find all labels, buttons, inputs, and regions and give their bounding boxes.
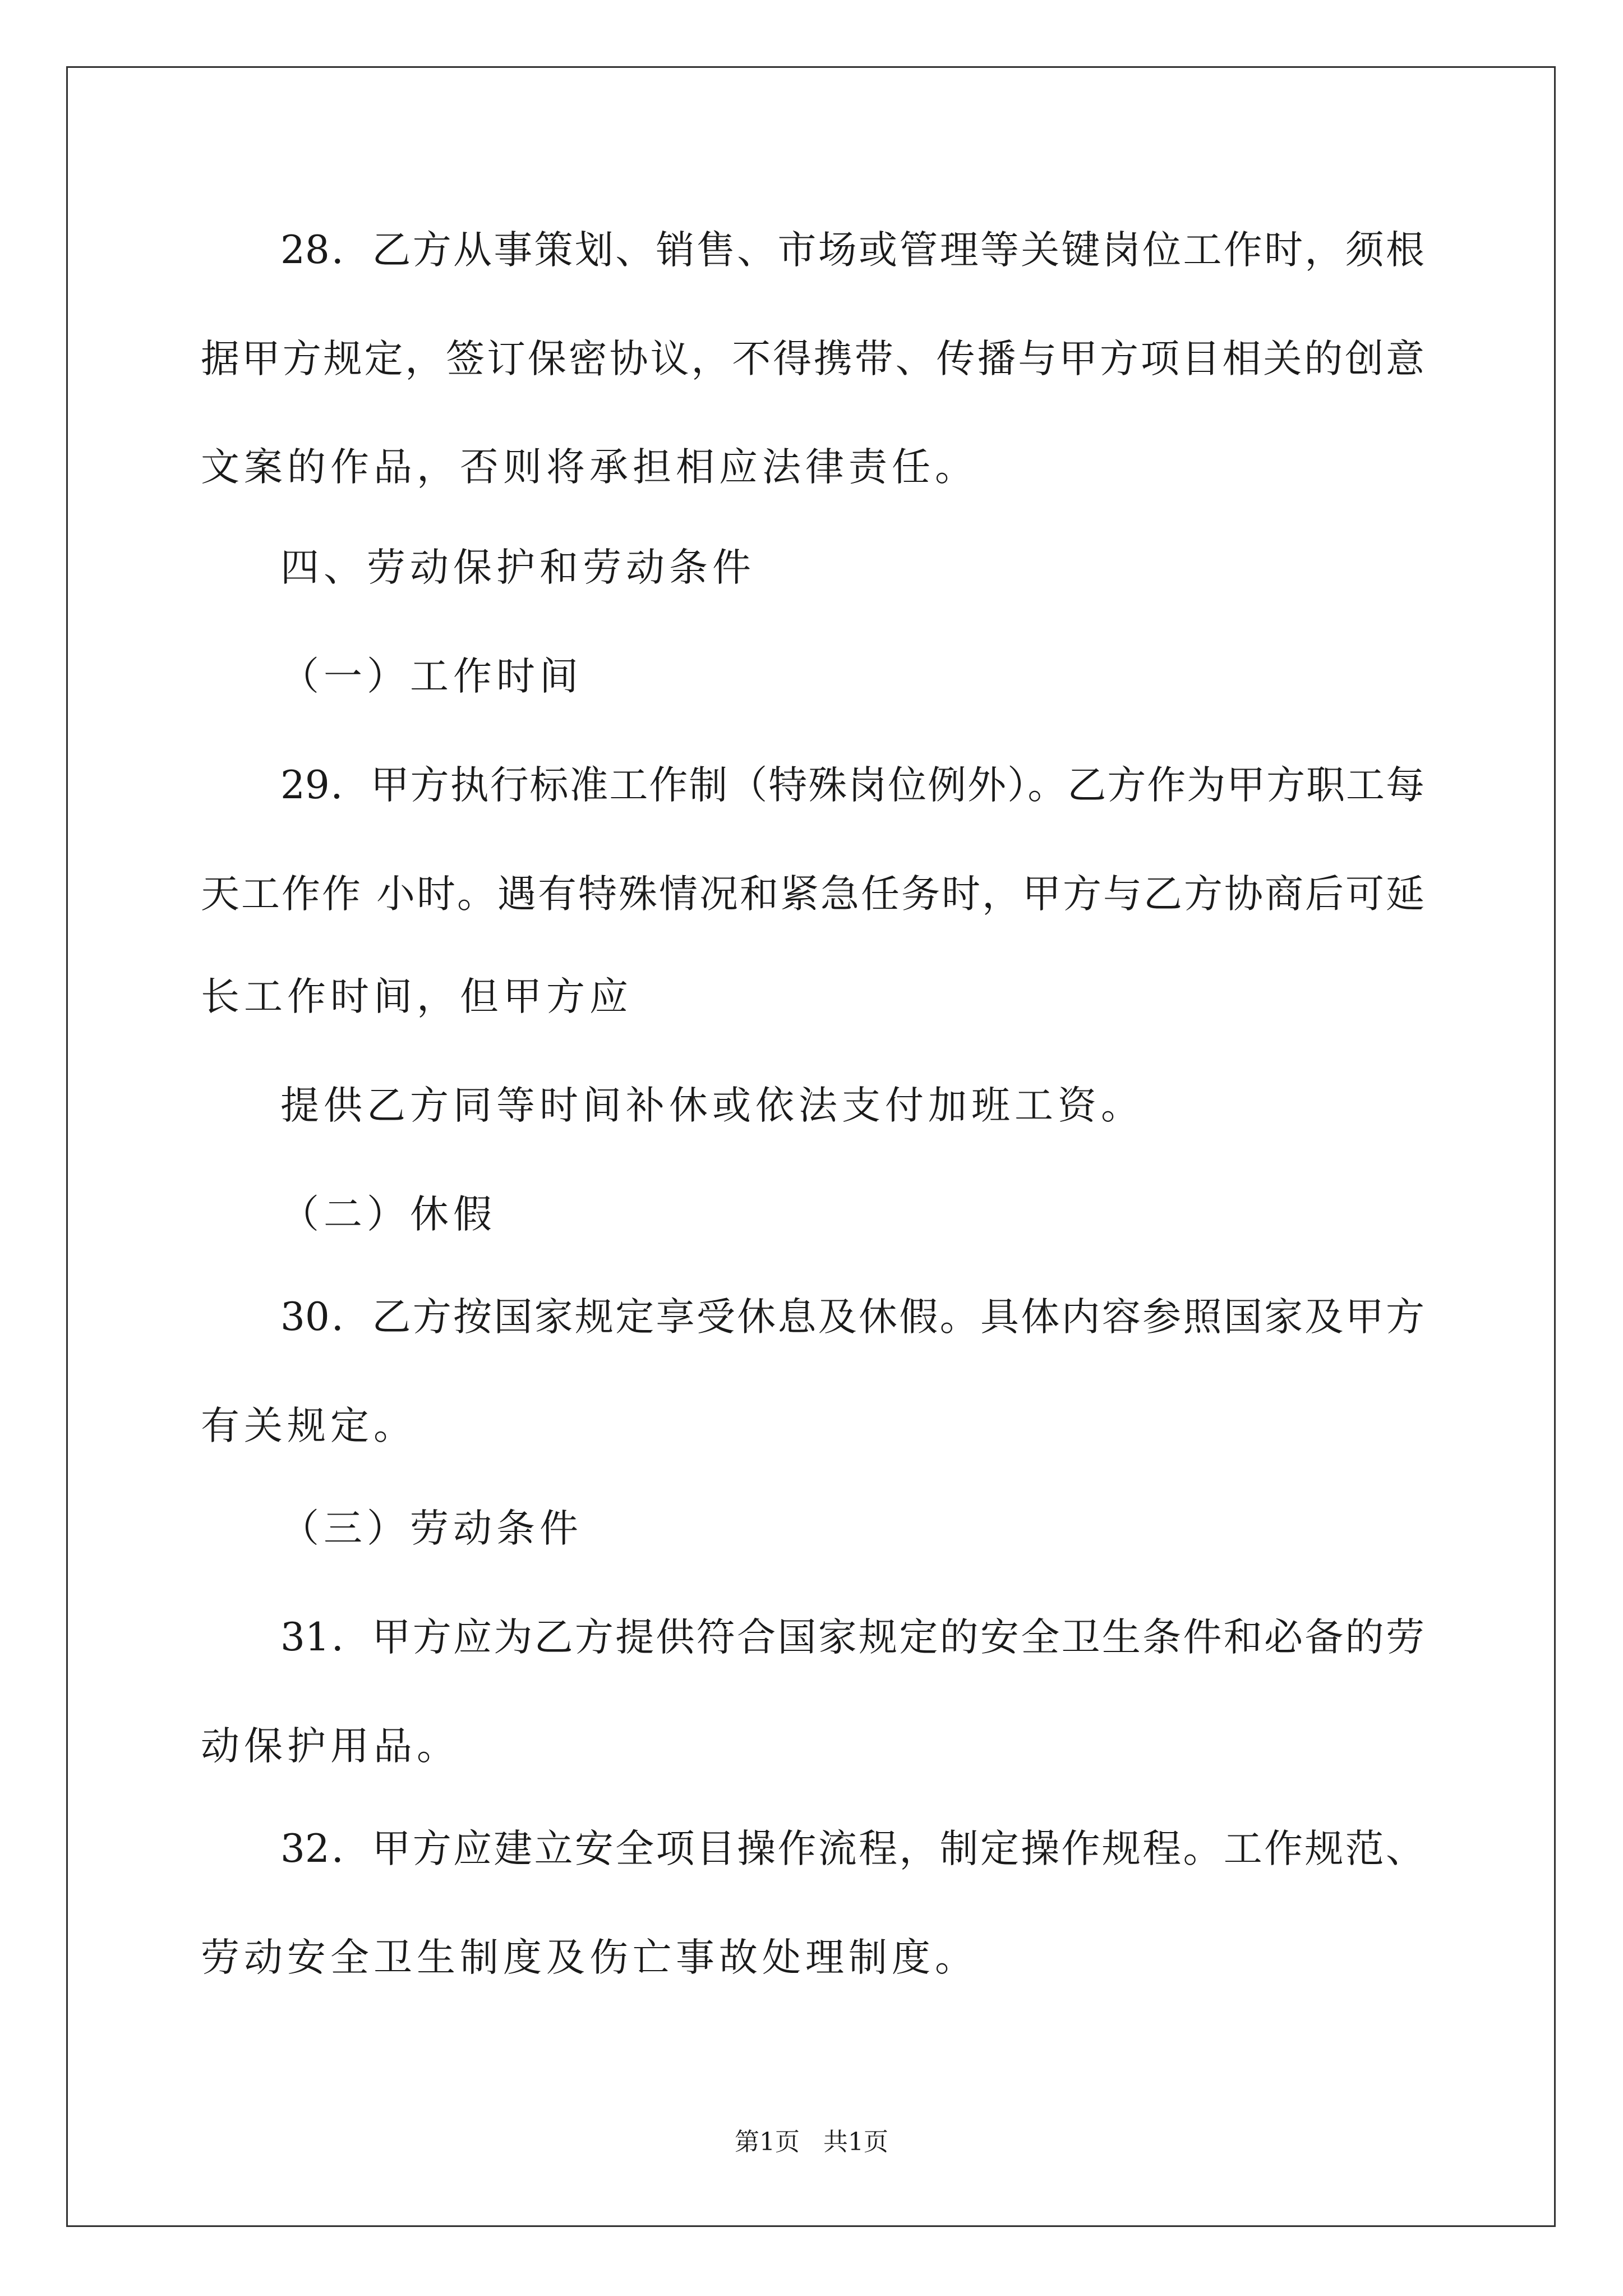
paragraph-32-line-2: 劳动安全卫生制度及伤亡事故处理制度。 [201, 1935, 978, 1980]
paragraph-29-line-3: 长工作时间，但甲方应 [201, 974, 633, 1019]
paragraph-30-line-2: 有关规定。 [201, 1404, 417, 1448]
paragraph-30-line-1: 30．乙方按国家规定享受休息及休假。具体内容参照国家及甲方 [280, 1295, 1424, 1340]
subheading-labor-conditions: （三）劳动条件 [280, 1506, 583, 1551]
paragraph-31-line-2: 动保护用品。 [201, 1724, 460, 1769]
subheading-vacation: （二）休假 [280, 1192, 496, 1237]
paragraph-29-line-4: 提供乙方同等时间补休或依法支付加班工资。 [280, 1083, 1144, 1128]
section-heading-4: 四、劳动保护和劳动条件 [280, 545, 755, 590]
paragraph-29-line-1: 29．甲方执行标准工作制（特殊岗位例外）。乙方作为甲方职工每 [280, 763, 1424, 808]
subheading-working-hours: （一）工作时间 [280, 654, 583, 699]
page-border [66, 66, 1556, 2227]
paragraph-32-line-1: 32．甲方应建立安全项目操作流程，制定操作规程。工作规范、 [280, 1826, 1424, 1871]
paragraph-31-line-1: 31．甲方应为乙方提供符合国家规定的安全卫生条件和必备的劳 [280, 1615, 1424, 1660]
page-footer: 第1页 共1页 [735, 2128, 888, 2156]
paragraph-29-line-2: 天工作作 小时。遇有特殊情况和紧急任务时，甲方与乙方协商后可延 [201, 872, 1424, 917]
paragraph-28-line-3: 文案的作品，否则将承担相应法律责任。 [201, 445, 978, 490]
paragraph-28-line-2: 据甲方规定，签订保密协议，不得携带、传播与甲方项目相关的创意 [201, 337, 1424, 381]
paragraph-28-line-1: 28．乙方从事策划、销售、市场或管理等关键岗位工作时，须根 [280, 228, 1424, 273]
